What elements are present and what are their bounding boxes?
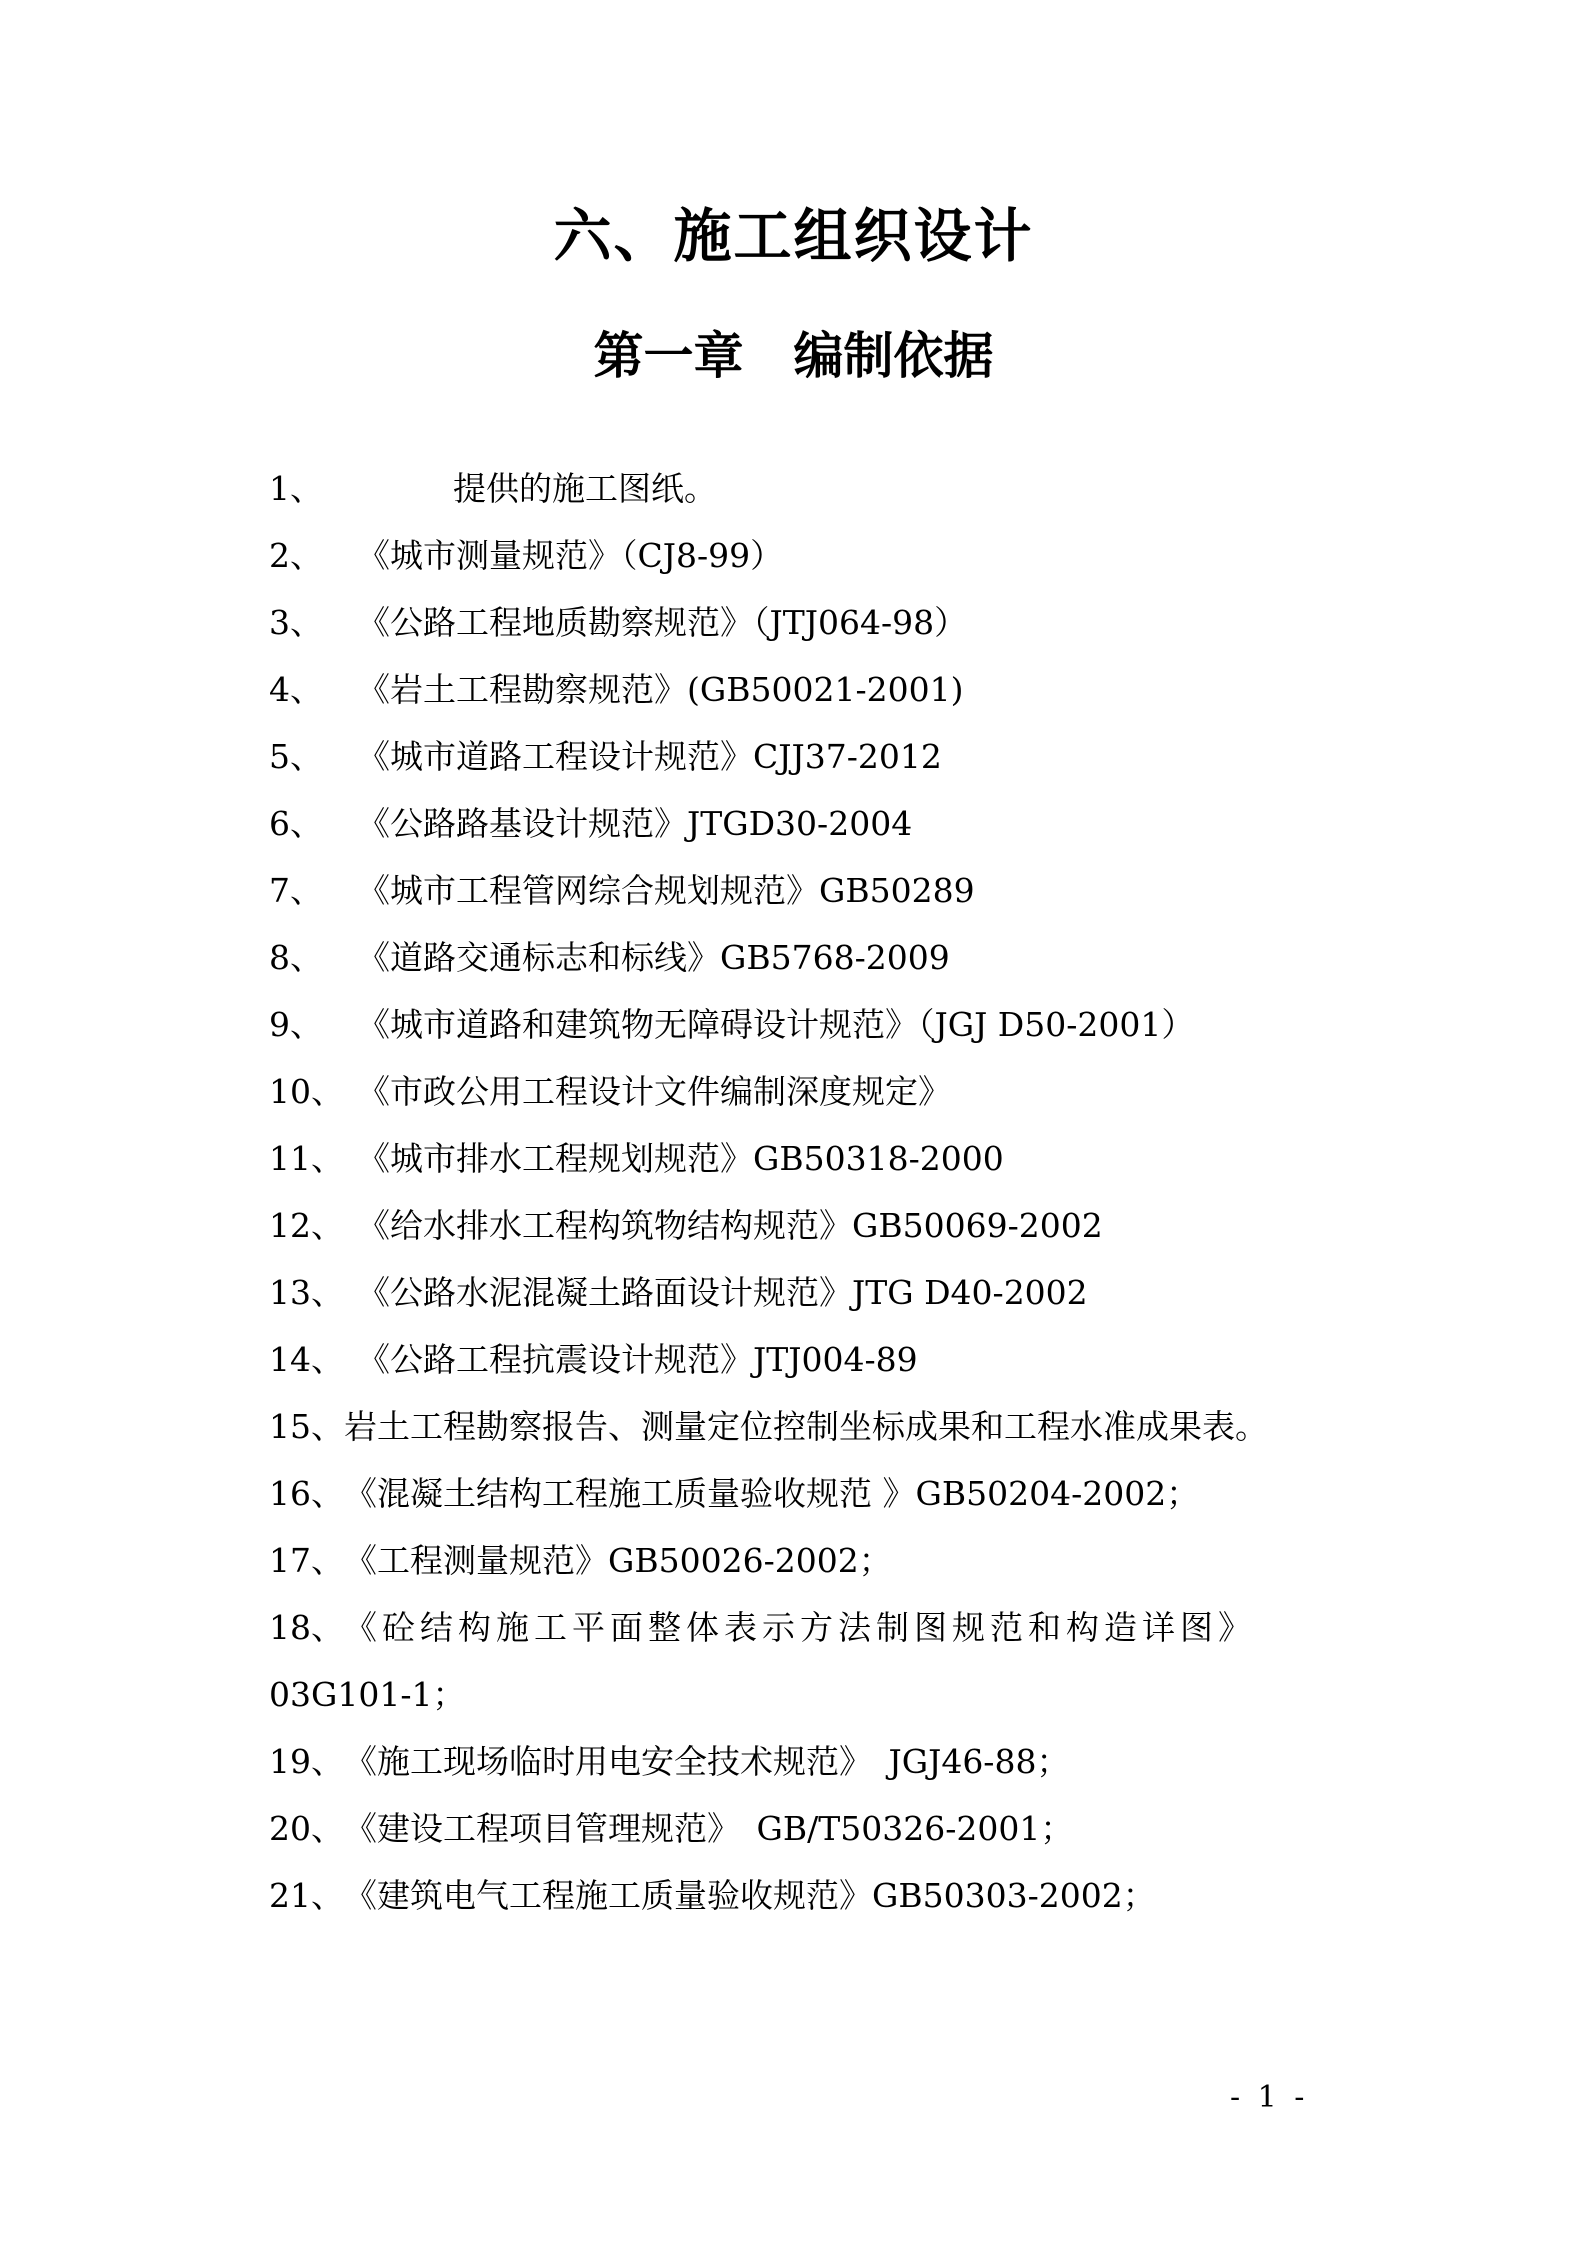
item-text: 《公路工程抗震设计规范》JTJ004-89 [357,1340,918,1379]
item-number: 20、 [269,1809,344,1848]
item-number: 16、 [269,1474,344,1513]
item-number: 15、 [269,1407,344,1446]
list-item [269,857,1369,924]
list-item [269,991,1369,1058]
list-item [269,589,1369,656]
item-text: 《施工现场临时用电安全技术规范》 JGJ46-88； [344,1742,1070,1781]
item-text: 提供的施工图纸。 [453,469,717,508]
list-item [269,522,1369,589]
reference-list [269,455,1369,1929]
item-text: 《给水排水工程构筑物结构规范》GB50069-2002 [357,1206,1103,1245]
item-number: 13、 [269,1273,344,1312]
list-item [269,790,1369,857]
item-number: 11、 [269,1139,344,1178]
item-number: 8、 [269,938,323,977]
list-item [269,1192,1369,1259]
item-number: 21、 [269,1876,344,1915]
list-item [269,1594,1369,1661]
item-text: 《城市道路和建筑物无障碍设计规范》（JGJ D50-2001） [357,1005,1195,1044]
item-number: 6、 [269,804,323,843]
item-text: 《砼结构施工平面整体表示方法制图规范和构造详图》 [344,1608,1256,1647]
list-item [269,924,1369,991]
item-text: 《公路工程地质勘察规范》（JTJ064-98） [357,603,968,642]
item-text: 《道路交通标志和标线》GB5768-2009 [357,938,950,977]
item-text: 《建筑电气工程施工质量验收规范》GB50303-2002； [344,1876,1156,1915]
list-item [269,1393,1369,1460]
item-number: 4、 [269,670,323,709]
list-item [269,1795,1369,1862]
list-item [269,1527,1369,1594]
document-title: 六、施工组织设计 [553,202,1034,270]
item-number: 3、 [269,603,323,642]
item-number: 19、 [269,1742,344,1781]
item-text: 《城市道路工程设计规范》CJJ37-2012 [357,737,942,776]
list-item [269,656,1369,723]
item-text: 《建设工程项目管理规范》 GB/T50326-2001； [344,1809,1074,1848]
item-number: 2、 [269,536,323,575]
item-number: 17、 [269,1541,344,1580]
item-number: 1、 [269,469,323,508]
list-item [269,1058,1369,1125]
list-item [269,1862,1369,1929]
list-item [269,723,1369,790]
list-item [269,1326,1369,1393]
item-number: 14、 [269,1340,344,1379]
item-text: 《混凝土结构工程施工质量验收规范 》GB50204-2002； [344,1474,1200,1513]
item-number: 5、 [269,737,323,776]
item-text: 《工程测量规范》GB50026-2002； [344,1541,892,1580]
item-number: 10、 [269,1072,344,1111]
list-item [269,1728,1369,1795]
list-item [269,1259,1369,1326]
item-number: 12、 [269,1206,344,1245]
item-number: 7、 [269,871,323,910]
item-number: 18、 [269,1608,344,1647]
item-text: 《公路水泥混凝土路面设计规范》JTG D40-2002 [357,1273,1088,1312]
item-number: 9、 [269,1005,323,1044]
list-item-continuation [269,1661,1369,1728]
item-text: 《公路路基设计规范》JTGD30-2004 [357,804,913,843]
chapter-title: 第一章 编制依据 [593,326,994,385]
item-text-continuation: 03G101-1； [269,1675,466,1714]
item-text: 岩土工程勘察报告、测量定位控制坐标成果和工程水准成果表。 [344,1407,1268,1446]
list-item [269,1125,1369,1192]
item-text: 《城市排水工程规划规范》GB50318-2000 [357,1139,1004,1178]
item-text: 《岩土工程勘察规范》(GB50021-2001) [357,670,964,709]
list-item [269,1460,1369,1527]
item-text: 《城市工程管网综合规划规范》GB50289 [357,871,975,910]
page-number: - 1 - [1230,2080,1309,2115]
list-item [269,455,1369,522]
item-text: 《市政公用工程设计文件编制深度规定》 [357,1072,951,1111]
item-text: 《城市测量规范》（CJ8-99） [357,536,784,575]
